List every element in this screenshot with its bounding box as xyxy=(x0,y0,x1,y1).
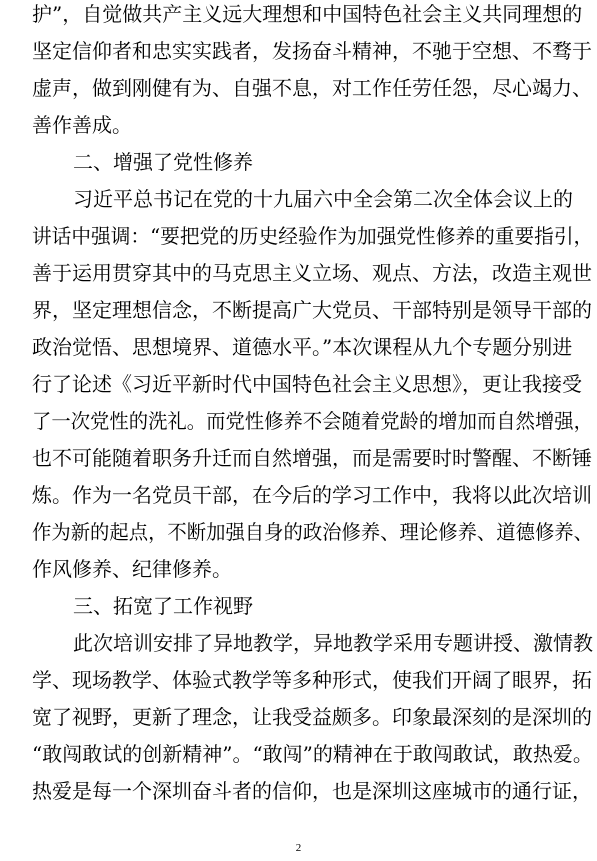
text-line: 善作善成。 xyxy=(32,113,132,137)
text-line: 了一次党性的洗礼。而党性修养不会随着党龄的增加而自然增强， xyxy=(32,409,593,433)
text-line: 护”，自觉做共产主义远大理想和中国特色社会主义共同理想的 xyxy=(32,2,583,26)
text-line: 作为新的起点，不断加强自身的政治修养、理论修养、道德修养、 xyxy=(32,520,593,544)
text-line: 炼。作为一名党员干部，在今后的学习工作中，我将以此次培训 xyxy=(32,483,592,507)
text-line: 善于运用贯穿其中的马克思主义立场、观点、方法，改造主观世 xyxy=(32,261,592,285)
text-line: 行了论述《习近平新时代中国特色社会主义思想》，更让我接受 xyxy=(32,372,582,396)
text-line: 作风修养、纪律修养。 xyxy=(32,557,232,581)
text-line: 学、现场教学、体验式教学等多种形式，使我们开阔了眼界，拓 xyxy=(32,668,592,692)
text-line: 讲话中强调：“要把党的历史经验作为加强党性修养的重要指引， xyxy=(32,224,594,248)
text-line: 界，坚定理想信念，不断提高广大党员、干部特别是领导干部的 xyxy=(32,298,592,322)
section-heading: 三、拓宽了工作视野 xyxy=(73,594,253,618)
text-line: “敢闯敢试的创新精神”。“敢闯”的精神在于敢闯敢试，敢热爱。 xyxy=(32,742,593,766)
text-line: 坚定信仰者和忠实实践者，发扬奋斗精神，不驰于空想、不骛于 xyxy=(32,39,592,63)
text-line: 也不可能随着职务升迁而自然增强，而是需要时时警醒、不断锤 xyxy=(32,446,592,470)
text-line: 宽了视野，更新了理念，让我受益颇多。印象最深刻的是深圳的 xyxy=(32,705,592,729)
text-line: 此次培训安排了异地教学，异地教学采用专题讲授、激情教 xyxy=(73,631,593,655)
text-line: 热爱是每一个深圳奋斗者的信仰，也是深圳这座城市的通行证， xyxy=(32,779,592,803)
section-heading: 二、增强了党性修养 xyxy=(73,150,253,174)
text-line: 习近平总书记在党的十九届六中全会第二次全体会议上的 xyxy=(73,187,573,211)
page-number: 2 xyxy=(295,842,302,854)
text-line: 虚声，做到刚健有为、自强不息，对工作任劳任怨，尽心竭力、 xyxy=(32,76,592,100)
text-line: 政治觉悟、思想境界、道德水平。”本次课程从九个专题分别进 xyxy=(32,335,573,359)
